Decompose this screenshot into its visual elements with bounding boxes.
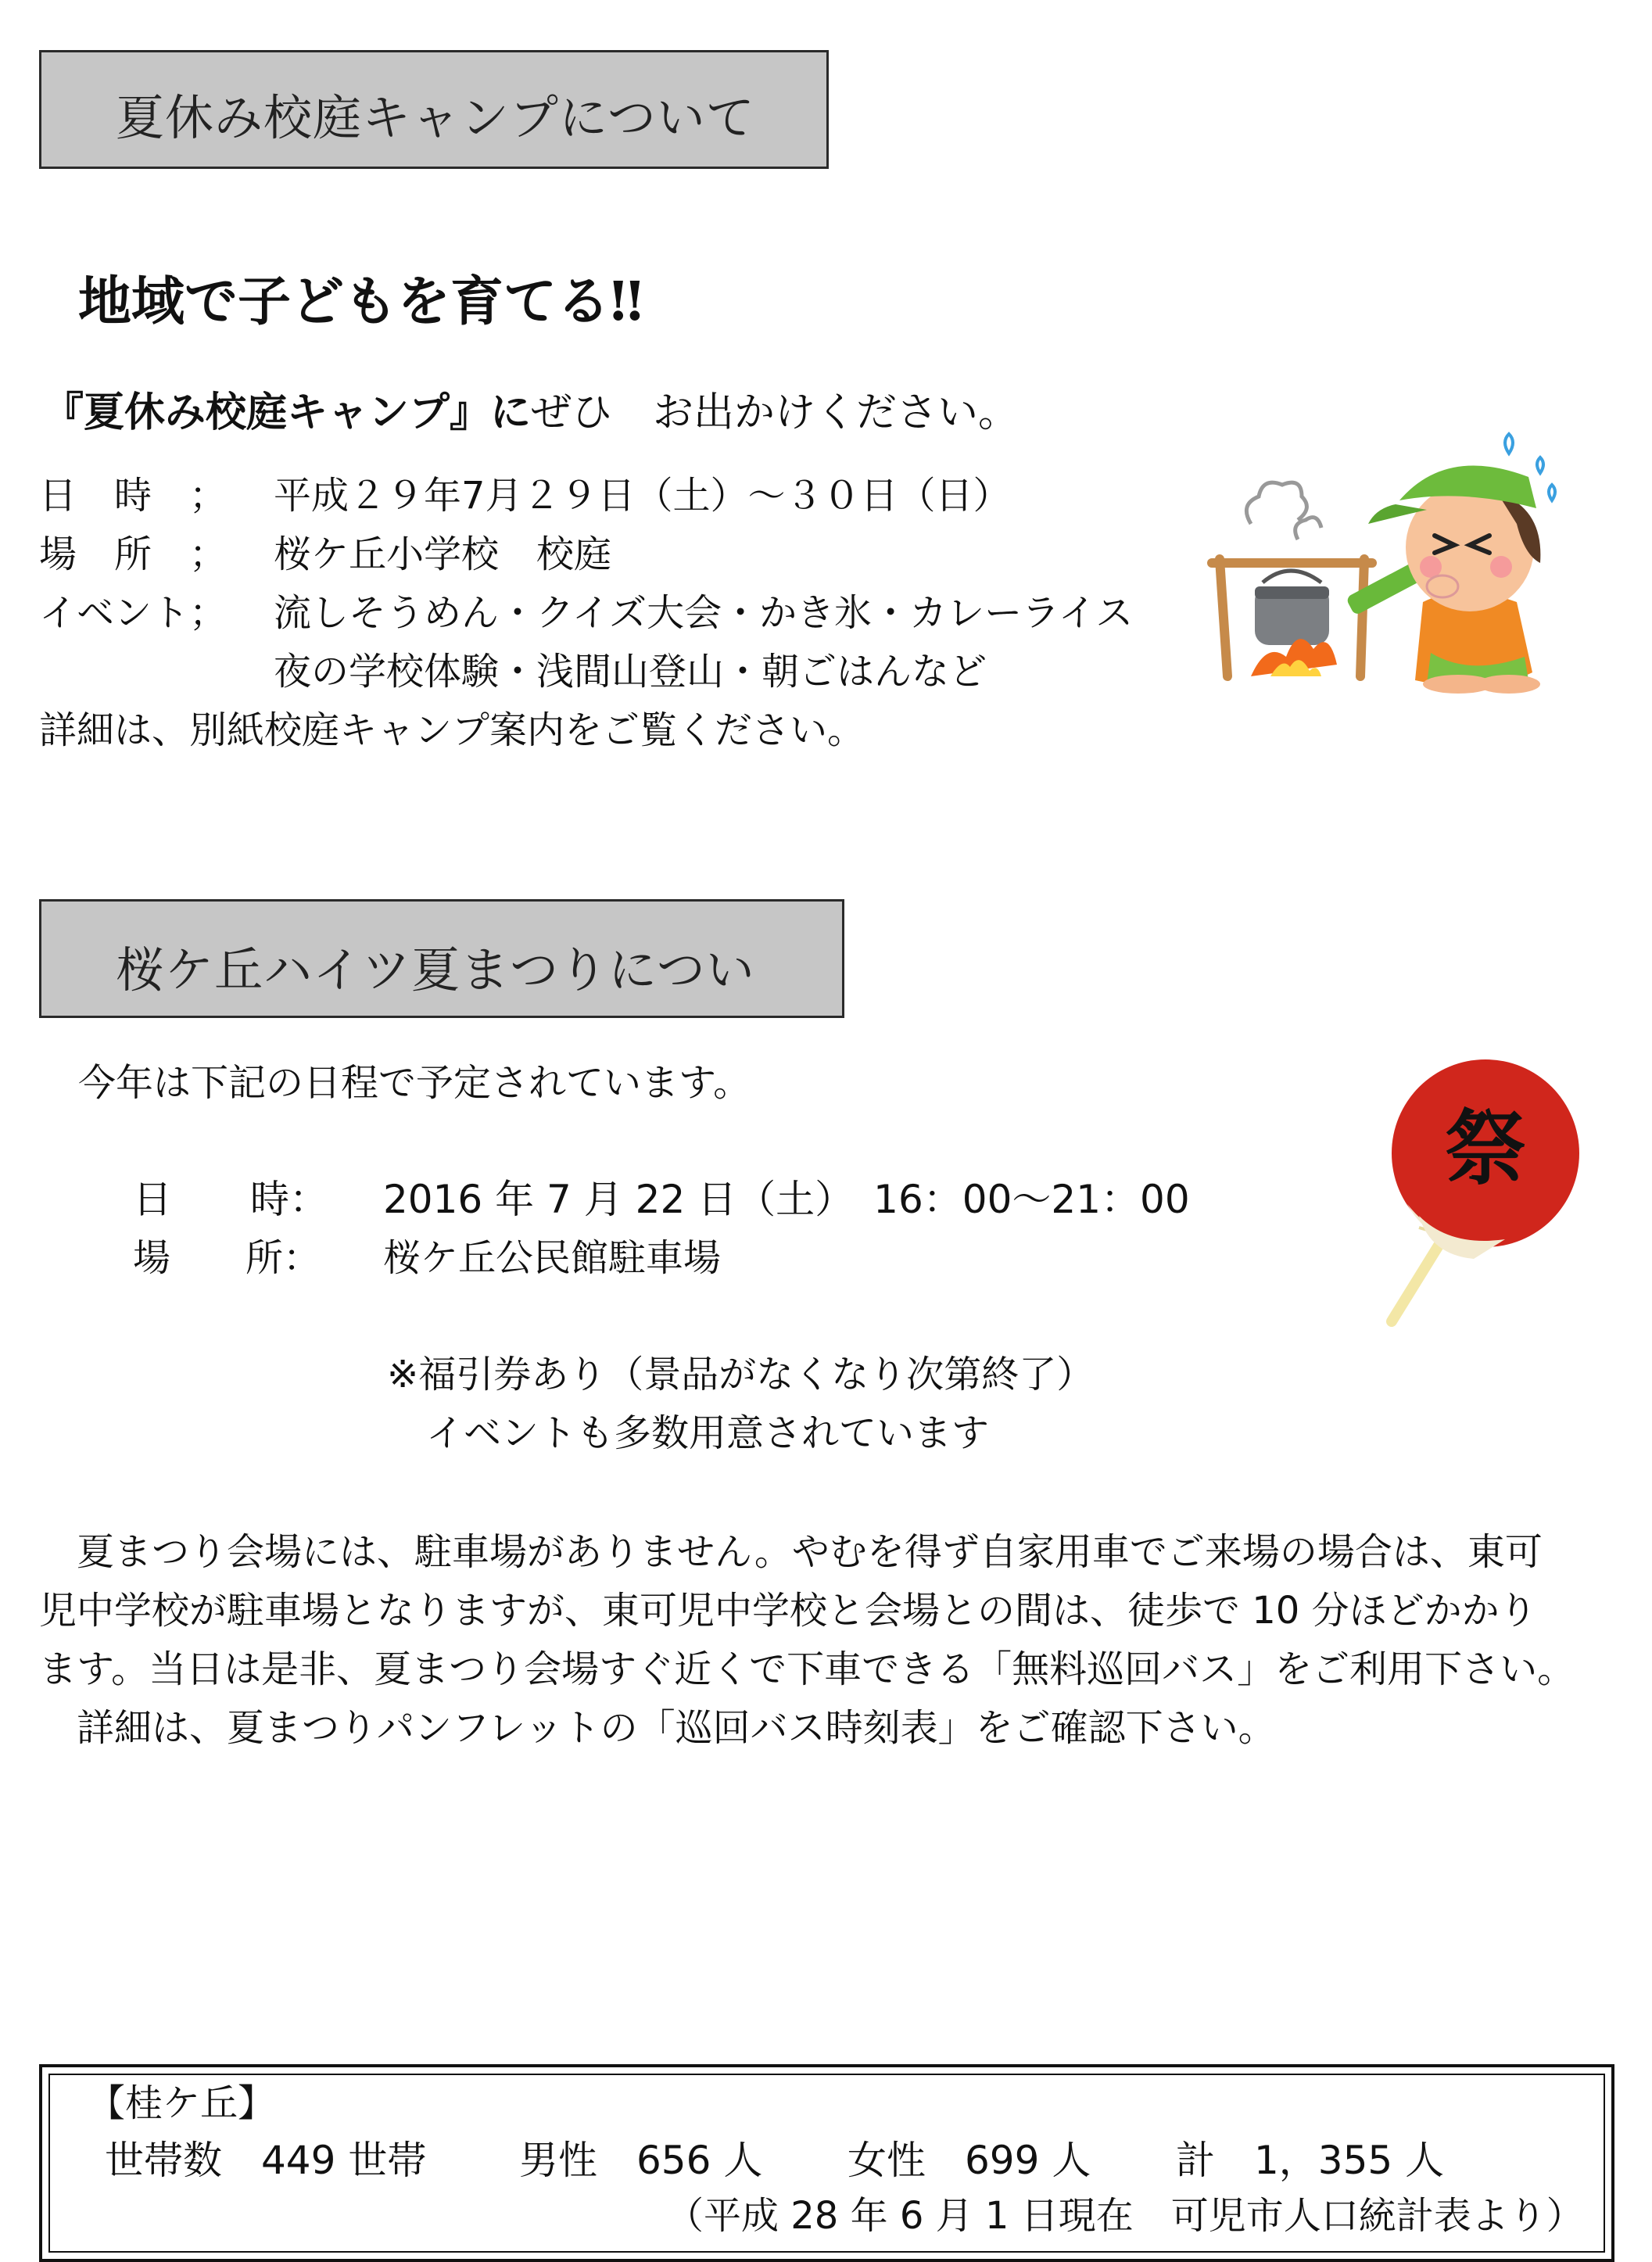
section-header-festival-text: 桜ケ丘ハイツ夏まつりについ [116,941,755,998]
invite-bold: 『夏休み校庭キャンプ』に [43,389,532,436]
festival-paragraph-line-3: ます。当日は是非、夏まつり会場すぐ近くで下車できる「無料巡回バス」をご利用下さい。 [39,1647,1575,1691]
population-total: 計 1，355 人 [1176,2138,1445,2183]
population-source: （平成 28 年 6 月 1 日現在 可児市人口統計表より） [666,2194,1584,2238]
population-female: 女性 699 人 [848,2138,1091,2183]
festival-paragraph-line-1: 夏まつり会場には、駐車場がありません。やむを得ず自家用車でご来場の場合は、東可 [39,1530,1543,1574]
camping-boy-illustration [1196,407,1564,696]
camp-event-value-1: 流しそうめん・クイズ大会・かき氷・カレーライス [274,591,1134,635]
camp-detail: 詳細は、別紙校庭キャンプ案内をご覧ください。 [39,708,865,752]
steam-icon [1246,482,1321,540]
headline: 地域で子どもを育てる‼ [78,271,643,333]
population-area-title: 【桂ケ丘】 [88,2081,276,2125]
population-households: 世帯数 449 世帯 [105,2138,427,2183]
invite-line [43,379,1019,438]
camp-place-label: 場 所 ； [39,532,228,576]
section-header-camp-text: 夏休み校庭キャンプについて [116,89,755,146]
festival-place-value: 桜ケ丘公民館駐車場 [383,1236,722,1280]
festival-note-lottery: ※福引券あり（景品がなくなり次第終了） [387,1353,1095,1396]
population-box [39,2064,1614,2262]
fan-character-matsuri: 祭 [1444,1100,1527,1196]
festival-place-label: 場 所： [133,1236,321,1280]
invite-rest: ぜひ お出かけください。 [531,389,1020,436]
camp-event-label: イベント； [39,591,228,635]
fan-handle-icon [1392,1235,1445,1321]
camp-date-value: 平成２９年7月２９日（土）～３０日（日） [274,474,1011,518]
section-header-festival [39,899,844,1018]
festival-date-label: 日 時： [133,1177,328,1222]
camp-place-value: 桜ケ丘小学校 校庭 [274,532,612,576]
population-box-inner [48,2074,1605,2253]
festival-paragraph-line-2: 児中学校が駐車場となりますが、東可児中学校と会場との間は、徒歩で 10 分ほどかかり [39,1589,1537,1633]
festival-paragraph-line-4: 詳細は、夏まつりパンフレットの「巡回バス時刻表」をご確認下さい。 [39,1706,1276,1750]
section-header-camp [39,50,829,169]
uchiwa-fan-illustration [1376,1059,1579,1333]
pot-icon [1255,571,1329,645]
festival-intro: 今年は下記の日程で予定されています。 [78,1061,751,1105]
camp-event-value-2: 夜の学校体験・浅間山登山・朝ごはんなど [274,650,987,694]
camp-date-label: 日 時 ； [39,474,228,518]
festival-note-events: イベントも多数用意されています [426,1411,990,1455]
population-male: 男性 656 人 [519,2138,763,2183]
festival-date-value: 2016 年 7 月 22 日（土） 16：00～21：00 [383,1177,1190,1222]
fire-icon [1251,639,1337,676]
